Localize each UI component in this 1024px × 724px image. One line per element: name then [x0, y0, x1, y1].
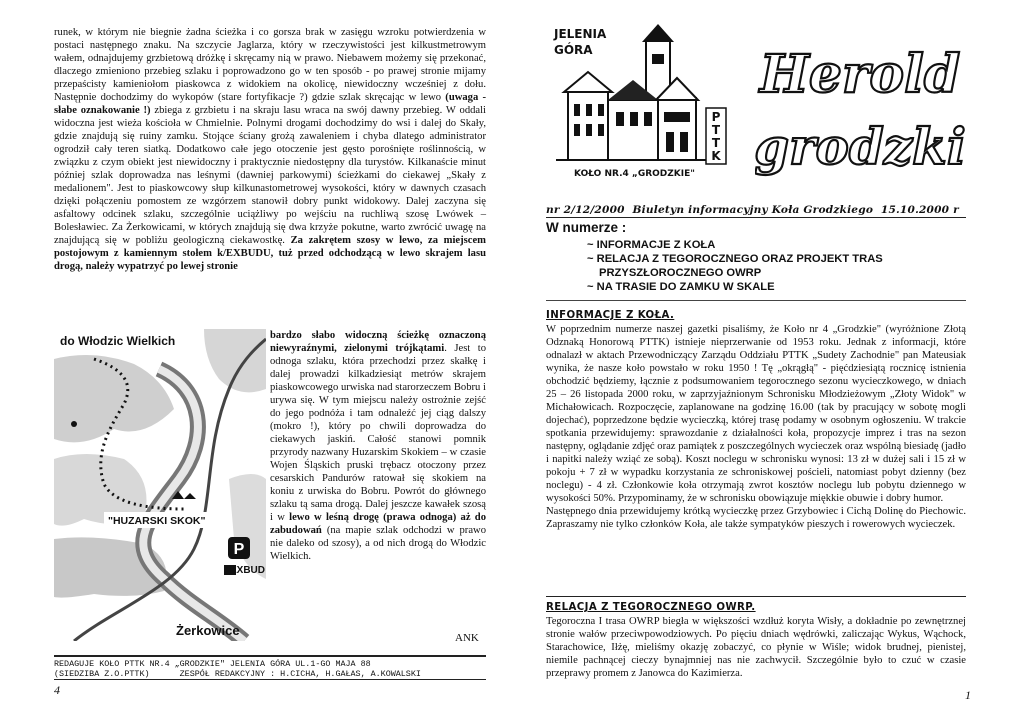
section-title: INFORMACJE Z KOŁA. — [546, 310, 675, 321]
section-paragraph: Tegoroczna I trasa OWRP biegła w większości wzdłuż koryta Wisły, a dokładnie po zewnętrznej stronie wałów przeciwpowodziowych. Po pięciu dniach wędrówki, zaliczając Wykus, Wąchock, Starachowice, Iłżę, mieliśmy okazję zobaczyć, co płynie w Wiśle; widok brudnej, pienistej, niemile pachnącej cieczy bynajmniej nas nie zachwycił. Szczególnie było to czuć w czasie przeprawy promem z Janowca do Kazimierza. — [546, 616, 966, 679]
editorial-footer — [54, 655, 486, 680]
article-bold-path: bardzo słabo widoczną ścieżkę oznaczoną niewyraźnymi, zielonymi trójkątami — [270, 330, 486, 354]
left-article-top — [54, 26, 486, 273]
logo-caption: KOŁO NR.4 „GRODZKIE" — [574, 169, 695, 179]
map-label-wlodzice: do Włodzic Wielkich — [60, 334, 176, 348]
logo-pttk-letter: T — [711, 123, 721, 137]
section-title: RELACJA Z TEGOROCZNEGO OWRP. — [546, 602, 756, 613]
trail-map-drawing — [54, 329, 266, 641]
divider — [546, 596, 966, 597]
section-body — [546, 615, 966, 680]
article-text: . Jest to odnoga szlaku, która przechodzi przez skałkę i dalej prowadzi kilkadziesiąt metrów skrajem piaskowcowego urwiska nad starorzeczem Bobru i urywa się. W tym miejscu należy ostrożnie zejść do jego podnóża i tam odnaleźć jej ciąg dalszy (mokro !), który po chwili doprowadza do ciekawych jaskiń. Całość stanowi pomnik przyrody nazwany Huzarskim Skokiem – w czasie Wojen Śląskich pruski trębacz otoczony przez cesarskich Pandurów ratował się skokiem na koniu z urwiska do Bobru. Powrót do głównego szlaku tą sama drogą. Dalej jeszcze kawałek szosą i w — [270, 343, 487, 523]
page-number-right: 1 — [965, 688, 971, 702]
map-label-exbud: EXBUD — [230, 565, 266, 576]
masthead-title — [755, 32, 965, 177]
article-bold-path: lewo w leśną drogę (prawa odnoga) aż do zabudowań — [270, 512, 486, 536]
article-bold-note: (uwaga - słabe oznakowanie !) — [54, 92, 487, 116]
article-text: (na mapie szlak odchodzi w prawo nie daleko od szosy), a od nich drogą do Włodzic Wielkich. — [270, 525, 486, 562]
club-logo — [546, 20, 746, 180]
masthead-gothic-text — [755, 32, 965, 177]
toc-item: ~ INFORMACJE Z KOŁA — [587, 239, 716, 251]
author-signature: ANK — [455, 632, 479, 644]
logo-city-line2: GÓRA — [554, 43, 593, 57]
trail-map — [54, 329, 266, 641]
page-number-left: 4 — [54, 683, 60, 697]
logo-pttk-letter: T — [711, 136, 721, 150]
section-body — [546, 323, 966, 531]
castle-logo-icon — [546, 20, 746, 180]
article-text: runek, w którym nie biegnie żadna ścieżka i co gorsza brak w zasięgu wzroku potwierdzenia w postaci następnego znaku. Na szczycie Jaglarza, który w rzeczywistości jest kilkustmetrowym wałem, odnajdujemy grzbietową dróżkę i skręcamy nią w prawo. Niebawem możemy się przekonać, dlaczego zmieniono przebieg szlaku i poprowadzono go w ten sposób - po prawej stronie mijamy przepaścisty kamieniołom piaskowca z widokiem na okolicę, niewidoczny wcześniej z dołu. Następnie dochodzimy do wykopów (stare fortyfikacje ?) gdzie szlak skręcając w lewo — [54, 27, 486, 103]
table-of-contents — [587, 238, 883, 294]
footer-line: (SIEDZIBA Z.O.PTTK) ZESPÓŁ REDAKCYJNY : H.CICHA, H.GAŁAS, A.KOWALSKI — [54, 669, 486, 680]
section-paragraph: W poprzednim numerze naszej gazetki pisaliśmy, że Koło nr 4 „Grodzkie" (wyróżnione Złotą Odznaką Honorową PTTK) istnieje nieprzerwanie od 1953 roku. Jednak z informacji, które odnalazł w aktach Przewodniczący Zarządu Oddziału PTTK „Sudety Zachodnie" pan Mateusiak wynika, że nasze koło powstało w roku 1950 ! Tę „okrągłą" - pięćdziesiątą rocznicę istnienia obchodzić będziemy, łącznie z podsumowaniem tegorocznego sezonu wycieczkowego, w dniach 25 – 26 listopada 2000 roku, w zaprzyjaźnionym Schronisku Młodzieżowym „Złoty Widok" w Michałowicach. Rozpoczęcie, zaplanowane na godzinę 16.00 (tak by pracujący w sobotę mogli dojechać), poprzedzone będzie wycieczką, której trasę podamy w osobnym ogłoszeniu. W trakcie spotkania przewidujemy: sprawozdanie z działalności koła, propozycje imprez i tras na sezon następny, oglądanie zdjęć oraz pamiątek z poszczególnych wycieczek oraz wspólną biesiadę (jadło i napitki należy wziąć ze sobą). Koszt noclegu w schronisku wynosi: 13 zł w dużej sali i 15 zł w pokoju + 7 zł w wypadku korzystania ze schroniskowej pościeli, natomiast pobyt dzienny (bez noclegu) - 4 zł. Członkowie koła otrzymają zwrot kosztów noclegu lub pobytu dziennego w wysokości 50%. Przypominamy, że w schronisku obowiązuje miękkie obuwie i dobry humor. — [546, 324, 966, 504]
logo-city-line1: JELENIA — [554, 27, 607, 41]
map-label-zerkowice: Żerkowice — [176, 623, 240, 638]
footer-line: REDAGUJE KOŁO PTTK NR.4 „GRODZKIE" JELENIA GÓRA UL.1-GO MAJA 88 — [54, 659, 371, 669]
left-article-side — [270, 329, 486, 563]
issue-line: nr 2/12/2000 Biuletyn informacyjny Koła Grodzkiego 15.10.2000 r — [546, 204, 966, 218]
toc-item: PRZYSZŁOROCZNEGO OWRP — [599, 267, 762, 279]
divider — [546, 300, 966, 301]
in-issue-title: W numerze : — [546, 220, 627, 235]
masthead-line1: Herold — [759, 44, 961, 105]
toc-item: ~ NA TRASIE DO ZAMKU W SKALE — [587, 281, 775, 293]
masthead-line2: grodzki — [755, 117, 965, 176]
section-paragraph: Następnego dnia przewidujemy krótką wycieczkę przez Grzybowiec i Cichą Dolinę do Piechowic. Zapraszamy nie tylko członków Koła, ale także sympatyków pieszych i rowerowych wycieczek. — [546, 506, 966, 530]
map-label-huzarski-skok: "HUZARSKI SKOK" — [108, 515, 206, 527]
logo-pttk-letter: P — [711, 110, 721, 124]
map-parking-label: P — [233, 541, 245, 558]
article-bold-directions: Za zakrętem szosy w lewo, za miejscem postojowym z kamiennym stołem k/EXBUDU, tuż przed odchodzącą w lewo skrajem lasu drogą, należy wypatrzyć po lewej stronie — [54, 235, 486, 272]
article-text: zbiega z grzbietu i na skraju lasu wraca na swój dawny przebieg. W oddali widoczna jest wieża kościoła w Chmielnie. Polnymi drogami dochodzimy do wsi i dalej do Skały, gdzie znajdują się ruiny zamku. Stojące ściany grożą zawaleniem i chyba dlatego administrator ogrodził cały teren siatką. Dodatkowo całe jego otoczenie jest gęsto porośnięte roślinnością, w związku z czym obiekt jest niewidoczny i praktycznie niedostępny dla turystów. Kilkanaście minut później szlak doprowadza nas leśnymi (dawniej parkowymi) ścieżkami do ciekawej „Skały z medalionem". Jest to piaskowcowy słup kilkunastometrowej wysokości, który w dawnych czasach dzięki połączeniu pomostem ze wzgórzem stanowił dobry punkt widokowy. Dalej zaczyna się asfaltowy odcinek szlaku, szczególnie uciążliwy po wejściu na ruchliwą szosę Lwówek – Bolesławiec. Za Żerkowicami, w których znajdują się dwa krzyże pokutne, warto zwrócić uwagę na znajdującą się w pobliżu geologiczną ciekawostkę. — [54, 105, 487, 246]
logo-pttk-letter: K — [711, 149, 721, 163]
toc-item: ~ RELACJA Z TEGOROCZNEGO ORAZ PROJEKT TRAS — [587, 253, 883, 265]
